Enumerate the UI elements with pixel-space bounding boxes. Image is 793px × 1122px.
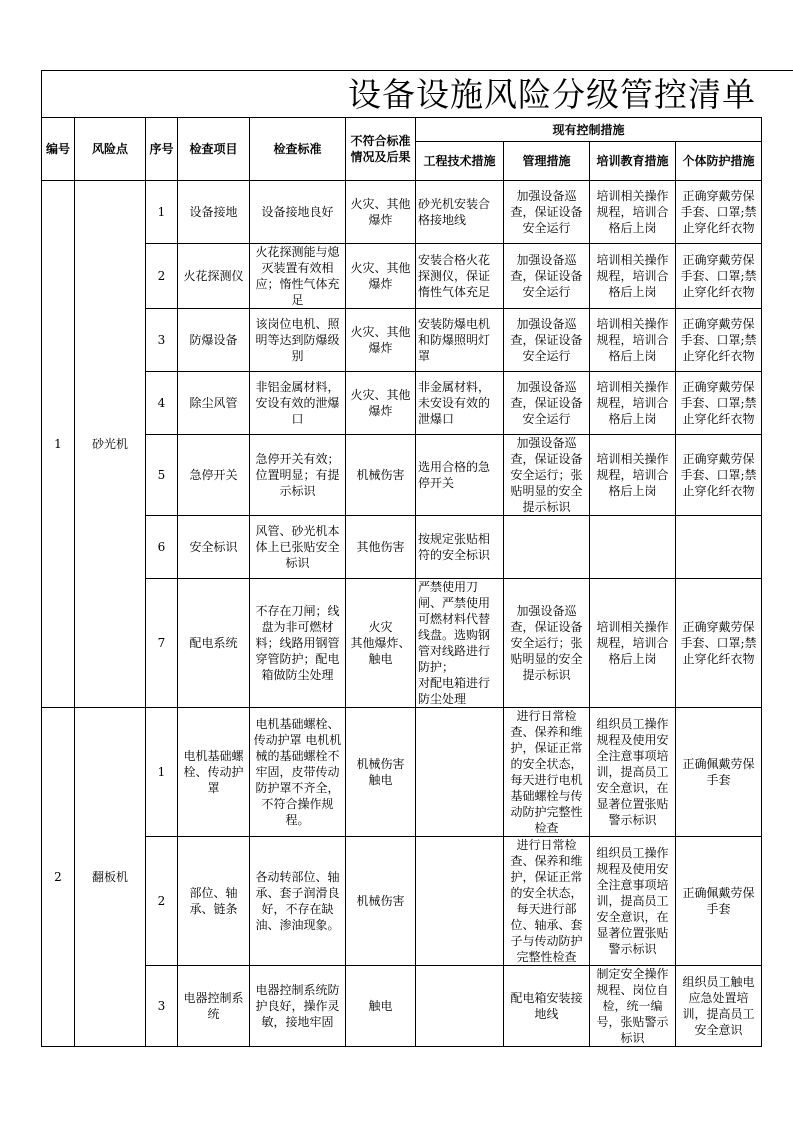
sheet-title: 设备设施风险分级管控清单: [41, 70, 793, 117]
ppe-measure: 正确穿戴劳保手套、口罩;禁止穿化纤衣物: [676, 309, 762, 372]
management-measure: 加强设备巡查，保证设备安全运行: [504, 309, 590, 372]
group-risk-point: 砂光机: [75, 181, 146, 708]
row-seq: 1: [146, 181, 178, 244]
check-standard: 风管、砂光机本体上已张贴安全标识: [250, 516, 346, 579]
management-measure: 加强设备巡查，保证设备安全运行: [504, 244, 590, 309]
training-measure: 培训相关操作规程，培训合格后上岗: [590, 579, 676, 708]
table-row: [42, 244, 762, 309]
consequence: 机械伤害 触电: [346, 708, 416, 837]
check-standard: 电机基础螺栓、传动护罩 电机机械的基础螺栓不牢固，皮带传动防护罩不齐全，不符合操作规程。: [250, 708, 346, 837]
consequence: 机械伤害: [346, 837, 416, 966]
training-measure: 培训相关操作规程，培训合格后上岗: [590, 435, 676, 516]
training-measure: 培训相关操作规程，培训合格后上岗: [590, 372, 676, 435]
row-seq: 2: [146, 244, 178, 309]
engineering-measure: 按规定张贴相符的安全标识: [416, 516, 504, 579]
table-row: [42, 309, 762, 372]
header-engineering: 工程技术措施: [416, 142, 504, 181]
engineering-measure: [416, 708, 504, 837]
row-seq: 6: [146, 516, 178, 579]
check-item: 配电系统: [178, 579, 250, 708]
engineering-measure: 非金属材料，未安设有效的泄爆口: [416, 372, 504, 435]
check-standard: 不存在刀闸；线盘为非可燃材料；线路用钢管穿管防护；配电箱做防尘处理: [250, 579, 346, 708]
table-row: [42, 516, 762, 579]
check-item: 部位、轴承、链条: [178, 837, 250, 966]
risk-control-sheet: [41, 70, 793, 1047]
management-measure: [504, 516, 590, 579]
management-measure: 加强设备巡查，保证设备安全运行: [504, 372, 590, 435]
ppe-measure: 正确佩戴劳保手套: [676, 708, 762, 837]
engineering-measure: 安装合格火花探测仪，保证惰性气体充足: [416, 244, 504, 309]
check-item: 电器控制系统: [178, 966, 250, 1047]
consequence: 触电: [346, 966, 416, 1047]
check-standard: 设备接地良好: [250, 181, 346, 244]
header-controls: 现有控制措施: [416, 118, 762, 142]
table-row: [42, 966, 762, 1047]
table-row: [42, 579, 762, 708]
consequence: 火灾、其他爆炸: [346, 244, 416, 309]
check-item: 防爆设备: [178, 309, 250, 372]
engineering-measure: 安装防爆电机和防爆照明灯罩: [416, 309, 504, 372]
ppe-measure: 正确穿戴劳保手套、口罩;禁止穿化纤衣物: [676, 579, 762, 708]
check-standard: 急停开关有效；位置明显；有提示标识: [250, 435, 346, 516]
engineering-measure: 选用合格的急停开关: [416, 435, 504, 516]
management-measure: 配电箱安装接地线: [504, 966, 590, 1047]
table-row: [42, 708, 762, 837]
management-measure: 加强设备巡查，保证设备安全运行；张贴明显的安全提示标识: [504, 435, 590, 516]
engineering-measure: [416, 837, 504, 966]
management-measure: 加强设备巡查，保证设备安全运行；张贴明显的安全提示标识: [504, 579, 590, 708]
check-item: 电机基础螺栓、传动护罩: [178, 708, 250, 837]
consequence: 火灾 其他爆炸、触电: [346, 579, 416, 708]
header-id: 编号: [42, 118, 75, 181]
management-measure: 加强设备巡查，保证设备安全运行: [504, 181, 590, 244]
training-measure: 培训相关操作规程，培训合格后上岗: [590, 309, 676, 372]
header-item: 检查项目: [178, 118, 250, 181]
management-measure: 进行日常检查、保养和维护，保证正常的安全状态，每天进行部位、轴承、套子与传动防护完整性检查: [504, 837, 590, 966]
check-standard: 各动转部位、轴承、套子润滑良好，不存在缺油、渗油现象。: [250, 837, 346, 966]
row-seq: 1: [146, 708, 178, 837]
engineering-measure: 砂光机安装合格接地线: [416, 181, 504, 244]
consequence: 火灾、其他爆炸: [346, 372, 416, 435]
header-risk-point: 风险点: [75, 118, 146, 181]
training-measure: [590, 516, 676, 579]
table-row: [42, 372, 762, 435]
table-row: [42, 181, 762, 244]
row-seq: 7: [146, 579, 178, 708]
check-standard: 该岗位电机、照明等达到防爆级别: [250, 309, 346, 372]
check-item: 除尘风管: [178, 372, 250, 435]
row-seq: 3: [146, 966, 178, 1047]
header-management: 管理措施: [504, 142, 590, 181]
risk-table: [41, 117, 762, 1047]
training-measure: 培训相关操作规程，培训合格后上岗: [590, 244, 676, 309]
training-measure: 制定安全操作规程、岗位自检，统一编号，张贴警示标识: [590, 966, 676, 1047]
row-seq: 4: [146, 372, 178, 435]
ppe-measure: 正确穿戴劳保手套、口罩;禁止穿化纤衣物: [676, 181, 762, 244]
group-id: 2: [42, 708, 75, 1047]
group-id: 1: [42, 181, 75, 708]
check-item: 火花探测仪: [178, 244, 250, 309]
management-measure: 进行日常检查、保养和维护，保证正常的安全状态，每天进行电机基础螺栓与传动防护完整性检查: [504, 708, 590, 837]
table-row: [42, 435, 762, 516]
ppe-measure: 正确穿戴劳保手套、口罩;禁止穿化纤衣物: [676, 435, 762, 516]
check-item: 急停开关: [178, 435, 250, 516]
check-standard: 电器控制系统防护良好，操作灵敏，接地牢固: [250, 966, 346, 1047]
consequence: 火灾、其他爆炸: [346, 181, 416, 244]
consequence: 其他伤害: [346, 516, 416, 579]
ppe-measure: 组织员工触电应急处置培训，提高员工安全意识: [676, 966, 762, 1047]
header-nonconformity: 不符合标准情况及后果: [346, 118, 416, 181]
check-item: 安全标识: [178, 516, 250, 579]
check-standard: 火花探测能与熄灭装置有效相应；惰性气体充足: [250, 244, 346, 309]
training-measure: 组织员工操作规程及使用安全注意事项培训，提高员工安全意识，在显著位置张贴警示标识: [590, 837, 676, 966]
ppe-measure: 正确穿戴劳保手套、口罩;禁止穿化纤衣物: [676, 244, 762, 309]
ppe-measure: 正确穿戴劳保手套、口罩;禁止穿化纤衣物: [676, 372, 762, 435]
header-seq: 序号: [146, 118, 178, 181]
consequence: 火灾、其他爆炸: [346, 309, 416, 372]
group-risk-point: 翻板机: [75, 708, 146, 1047]
check-item: 设备接地: [178, 181, 250, 244]
ppe-measure: [676, 516, 762, 579]
row-seq: 5: [146, 435, 178, 516]
check-standard: 非铝金属材料，安设有效的泄爆口: [250, 372, 346, 435]
header-standard: 检查标准: [250, 118, 346, 181]
table-row: [42, 837, 762, 966]
training-measure: 培训相关操作规程，培训合格后上岗: [590, 181, 676, 244]
row-seq: 2: [146, 837, 178, 966]
engineering-measure: [416, 966, 504, 1047]
row-seq: 3: [146, 309, 178, 372]
header-ppe: 个体防护措施: [676, 142, 762, 181]
header-training: 培训教育措施: [590, 142, 676, 181]
engineering-measure: 严禁使用刀闸、严禁使用可燃材料代替线盘。选购钢管对线路进行防护； 对配电箱进行防尘处理: [416, 579, 504, 708]
consequence: 机械伤害: [346, 435, 416, 516]
ppe-measure: 正确佩戴劳保手套: [676, 837, 762, 966]
training-measure: 组织员工操作规程及使用安全注意事项培训，提高员工安全意识，在显著位置张贴警示标识: [590, 708, 676, 837]
